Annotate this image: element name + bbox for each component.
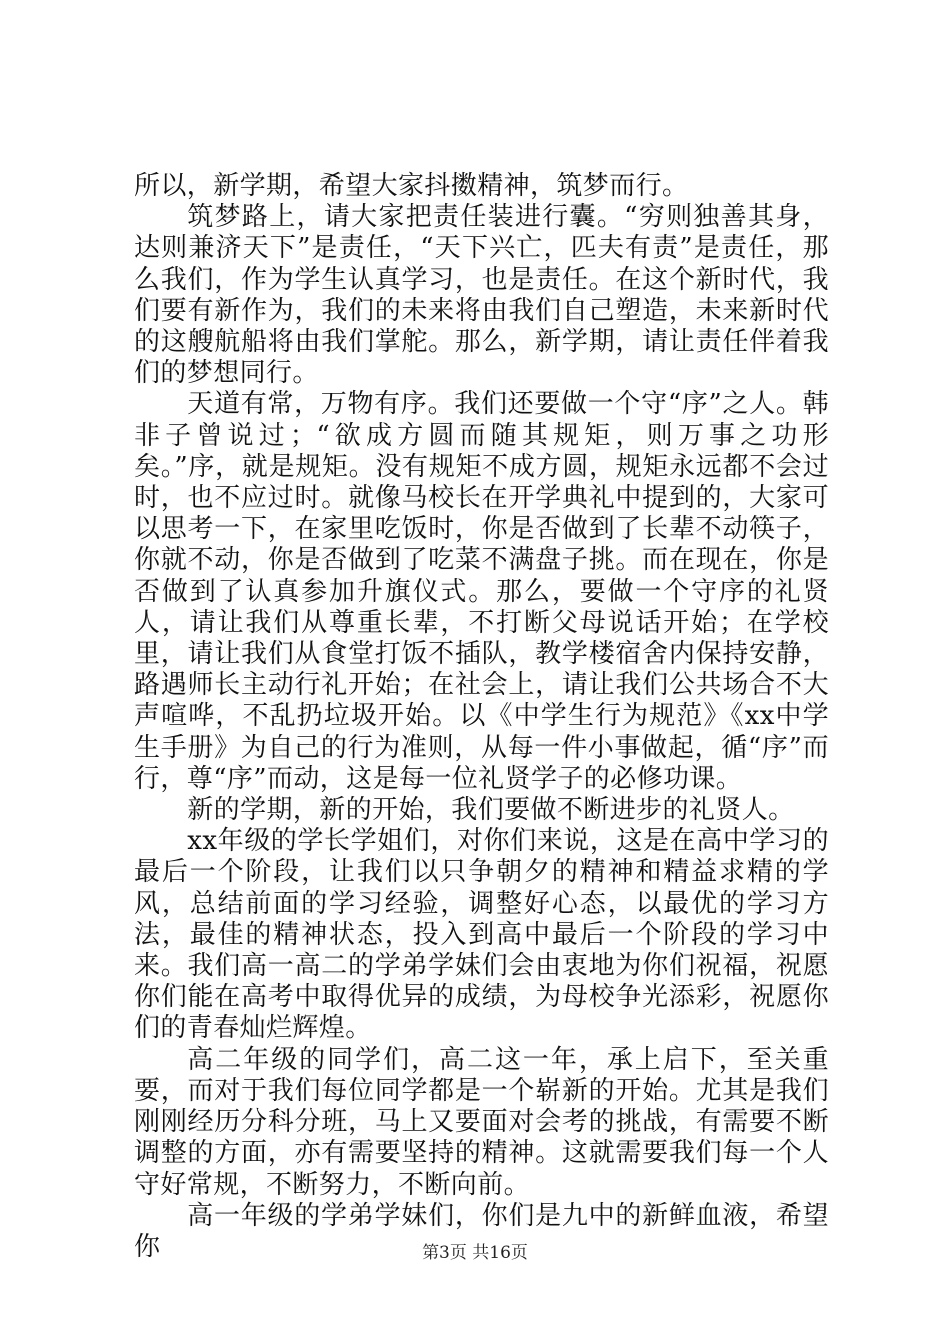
paragraph-3: 天道有常，万物有序。我们还要做一个守“序”之人。韩非子曾说过；“欲成方圆而随其规矩，则万事之功形矣。”序，就是规矩。没有规矩不成方圆，规矩永远都不会过时，也不应过时。就像马校长在开学典礼中提到的，大家可以思考一下，在家里吃饭时，你是否做到了长辈不动筷子，你就不动，你是否做到了吃菜不满盘子挑。而在现在，你是否做到了认真参加升旗仪式。那么，要做一个守序的礼贤人，请让我们从尊重长辈，不打断父母说话开始；在学校里，请让我们从食堂打饭不插队，教学楼宿舍内保持安静，路遇师长主动行礼开始；在社会上，请让我们公共场合不大声喧哗，不乱扔垃圾开始。以《中学生行为规范》《xx中学生手册》为自己的行为准则，从每一件小事做起，循“序”而行，尊“序”而动，这是每一位礼贤学子的必修功课。 [134, 389, 829, 794]
paragraph-7: 高一年级的学弟学妹们，你们是九中的新鲜血液，希望你 [134, 1200, 829, 1262]
paragraph-4: 新的学期，新的开始，我们要做不断进步的礼贤人。 [187, 795, 795, 826]
page-number-footer: 第3页 共16页 [422, 1243, 528, 1263]
document-body [134, 171, 829, 1263]
paragraph-6: 高二年级的同学们，高二这一年，承上启下，至关重要，而对于我们每位同学都是一个崭新的开始。尤其是我们刚刚经历分科分班，马上又要面对会考的挑战，有需要不断调整的方面，亦有需要坚持的精神。这就需要我们每一个人守好常规，不断努力，不断向前。 [134, 1044, 829, 1200]
paragraph-5: xx年级的学长学姐们，对你们来说，这是在高中学习的最后一个阶段，让我们以只争朝夕的精神和精益求精的学风，总结前面的学习经验，调整好心态，以最优的学习方法，最佳的精神状态，投入到高中最后一个阶段的学习中来。我们高一高二的学弟学妹们会由衷地为你们祝福，祝愿你们能在高考中取得优异的成绩，为母校争光添彩，祝愿你们的青春灿烂辉煌。 [134, 826, 829, 1044]
paragraph-1: 所以，新学期，希望大家抖擞精神，筑梦而行。 [134, 171, 689, 201]
paragraph-2: 筑梦路上，请大家把责任装进行囊。“穷则独善其身，达则兼济天下”是责任，“天下兴亡，匹夫有责”是责任，那么我们，作为学生认真学习，也是责任。在这个新时代，我们要有新作为，我们的未来将由我们自己塑造，未来新时代的这艘航船将由我们掌舵。那么，新学期，请让责任伴着我们的梦想同行。 [134, 202, 829, 389]
